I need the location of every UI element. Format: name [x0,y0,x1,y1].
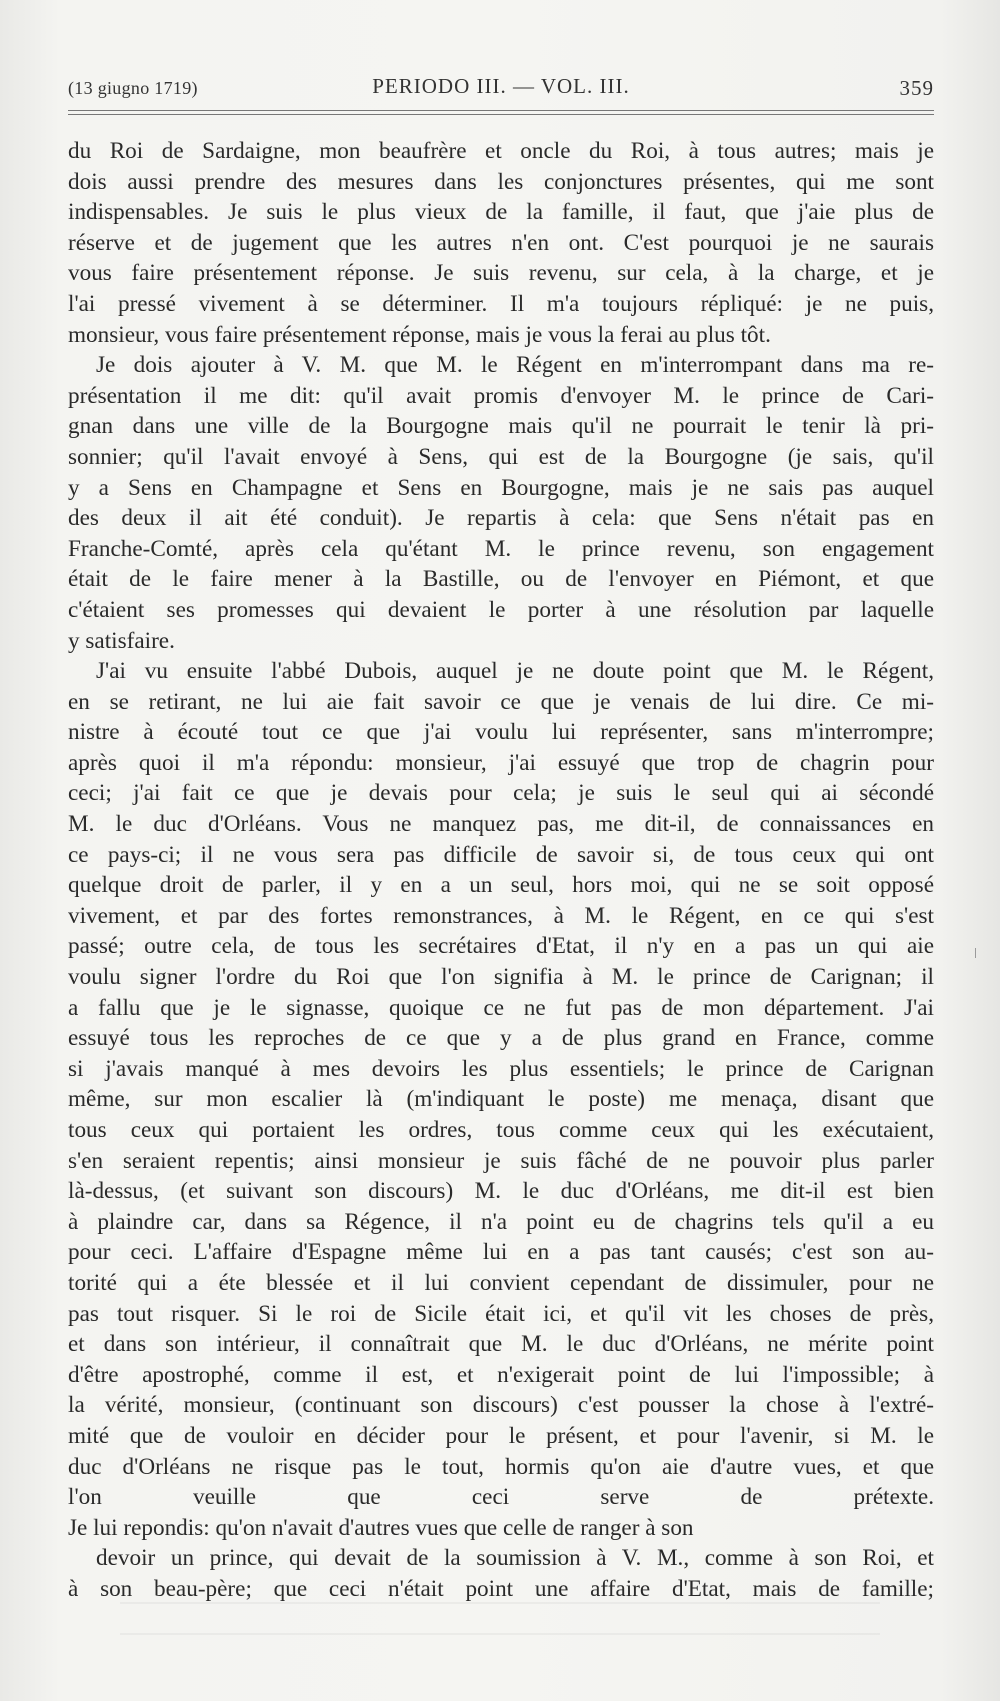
text-line: ceci; j'ai fait ce que je devais pour cela; je suis le seul qui ai sécondé [68,780,934,807]
text-line: voulu signer l'ordre du Roi que l'on signifia à M. le prince de Carignan; il [68,964,934,991]
text-line: mité que de vouloir en décider pour le présent, et pour l'avenir, si M. le [68,1422,934,1449]
text-line: Franche-Comté, après cela qu'étant M. le prince revenu, son engagement [68,535,934,562]
text-line: même, sur mon escalier là (m'indiquant le poste) me menaça, disant que [68,1086,934,1113]
text-line: indispensables. Je suis le plus vieux de la famille, il faut, que j'aie plus de [68,199,934,226]
text-line: était de le faire mener à la Bastille, ou de l'envoyer en Piémont, et que [68,566,934,593]
show-through-texture [120,1580,880,1660]
text-line: pas tout risquer. Si le roi de Sicile était ici, et qu'il vit les choses de près, [68,1300,934,1327]
header-date: (13 giugno 1719) [68,78,198,98]
text-line: vivement, et par des fortes remonstrances, à M. le Régent, en ce qui s'est [68,902,934,929]
text-line: réserve et de jugement que les autres n'en ont. C'est pourquoi je ne saurais [68,229,934,256]
text-line: s'en seraient repentis; ainsi monsieur je suis fâché de ne pouvoir plus parler [68,1147,934,1174]
header-rule-top [68,110,934,111]
header-title: PERIODO III. — VOL. III. [372,74,630,98]
text-line: passé; outre cela, de tous les secrétaires d'Etat, il n'y en a pas un qui aie [68,933,934,960]
text-line: l'on veuille que ceci serve de prétexte. [68,1484,934,1511]
text-line: vous faire présentement réponse. Je suis revenu, sur cela, à la charge, et je [68,260,934,287]
text-line: en se retirant, ne lui aie fait savoir ce que je venais de lui dire. Ce mi- [68,688,934,715]
text-line: ce pays-ci; il ne vous sera pas difficile de savoir si, de tous ceux qui ont [68,841,934,868]
text-line: la vérité, monsieur, (continuant son discours) c'est pousser la chose à l'extré- [68,1392,934,1419]
text-line: à plaindre car, dans sa Régence, il n'a point eu de chagrins tels qu'il a eu [68,1208,934,1235]
text-line: y satisfaire. [68,627,175,654]
paragraph-start-line: devoir un prince, qui devait de la soumission à V. M., comme à son Roi, et [96,1545,934,1572]
text-line: torité qui a éte blessée et il lui convient cependant de dissimuler, pour ne [68,1269,934,1296]
text-line: l'ai pressé vivement à se déterminer. Il m'a toujours répliqué: je ne puis, [68,290,934,317]
text-line: nistre à écouté tout ce que j'ai voulu lui représenter, sans m'interrompre; [68,719,934,746]
text-line: c'étaient ses promesses qui devaient le porter à une résolution par laquelle [68,596,934,623]
page-number: 359 [899,76,934,100]
paragraph-start-line: J'ai vu ensuite l'abbé Dubois, auquel je ne doute point que M. le Régent, [96,658,934,685]
header-rule-bottom [68,114,934,115]
text-line: et dans son intérieur, il connaîtrait que M. le duc d'Orléans, ne mérite point [68,1331,934,1358]
text-line: M. le duc d'Orléans. Vous ne manquez pas, me dit-il, de connaissances en [68,811,934,838]
text-line: à son beau-père; que ceci n'était point une affaire d'Etat, mais de famille; [68,1575,934,1602]
text-line: tous ceux qui portaient les ordres, tous comme ceux qui les exécutaient, [68,1117,934,1143]
text-line: dois aussi prendre des mesures dans les conjonctures présentes, qui me sont [68,168,934,195]
text-line: du Roi de Sardaigne, mon beaufrère et oncle du Roi, à tous autres; mais je [68,138,934,164]
text-line: monsieur, vous faire présentement réponse, mais je vous la ferai au plus tôt. [68,321,771,348]
text-line: présentation il me dit: qu'il avait promis d'envoyer M. le prince de Cari- [68,382,934,409]
body-text [68,136,934,1635]
text-line: y a Sens en Champagne et Sens en Bourgogne, mais je ne sais pas auquel [68,474,934,501]
text-line: si j'avais manqué à mes devoirs les plus essentiels; le prince de Carignan [68,1055,934,1082]
text-line: des deux il ait été conduit). Je repartis à cela: que Sens n'était pas en [68,505,934,532]
text-line: essuyé tous les reproches de ce que y a de plus grand en France, comme [68,1025,934,1052]
text-line: là-dessus, (et suivant son discours) M. le duc d'Orléans, me dit-il est bien [68,1178,934,1205]
paragraph-start-line: Je dois ajouter à V. M. que M. le Régent en m'interrompant dans ma re- [96,352,934,379]
text-line: après quoi il m'a répondu: monsieur, j'ai essuyé que trop de chagrin pour [68,749,934,776]
text-line: a fallu que je le signasse, quoique ce ne fut pas de mon département. J'ai [68,994,934,1021]
text-line: gnan dans une ville de la Bourgogne mais qu'il ne pourrait le tenir là pri- [68,413,934,440]
text-line: duc d'Orléans ne risque pas le tout, hormis qu'on aie d'autre vues, et que [68,1453,934,1480]
text-line: d'être apostrophé, comme il est, et n'exigerait point de lui l'impossible; à [68,1361,934,1388]
running-header [68,74,934,104]
text-line: Je lui repondis: qu'on n'avait d'autres vues que celle de ranger à son [68,1514,694,1541]
margin-mark [975,948,976,958]
text-line: sonnier; qu'il l'avait envoyé à Sens, qui est de la Bourgogne (je sais, qu'il [68,443,934,470]
text-line: quelque droit de parler, il y en a un seul, hors moi, qui ne se soit opposé [68,872,934,899]
text-line: pour ceci. L'affaire d'Espagne même lui en a pas tant causés; c'est son au- [68,1239,934,1266]
